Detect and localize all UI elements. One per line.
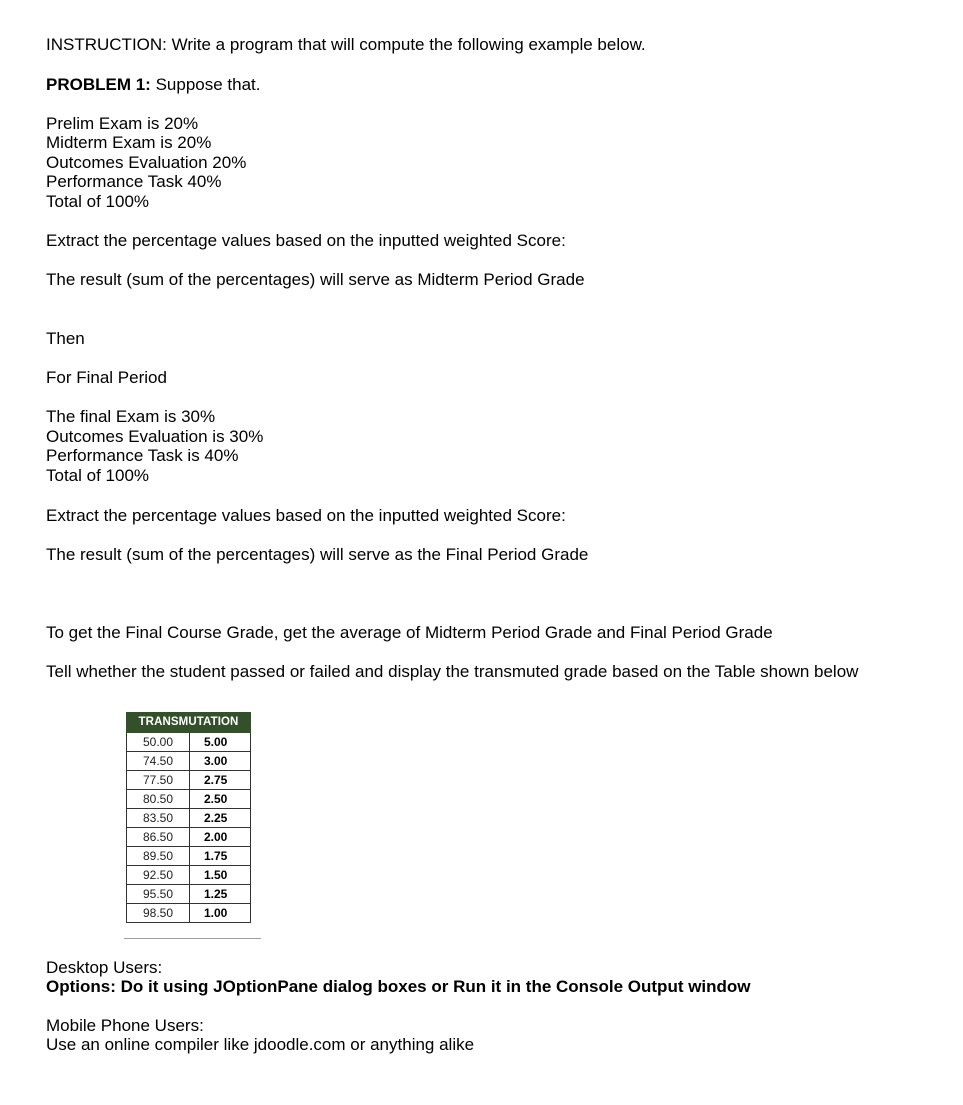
problem-heading — [46, 75, 260, 94]
midterm-item: Outcomes Evaluation 20% — [46, 153, 247, 172]
table-row — [127, 752, 251, 771]
problem-label: PROBLEM 1: — [46, 75, 151, 94]
table-row — [127, 904, 251, 923]
grade-cell: 2.75 — [190, 771, 251, 790]
grade-cell: 1.50 — [190, 866, 251, 885]
course-grade-text: To get the Final Course Grade, get the average of Midterm Period Grade and Final Period Grade — [46, 623, 773, 642]
grade-cell: 1.00 — [190, 904, 251, 923]
midterm-item: Midterm Exam is 20% — [46, 133, 212, 152]
score-cell: 98.50 — [127, 904, 190, 923]
mobile-label: Mobile Phone Users: — [46, 1016, 204, 1035]
problem-text: Suppose that. — [150, 75, 261, 94]
mobile-text: Use an online compiler like jdoodle.com or anything alike — [46, 1035, 475, 1054]
then-text: Then — [46, 329, 85, 348]
table-row — [127, 771, 251, 790]
desktop-options: Options: Do it using JOptionPane dialog boxes or Run it in the Console Output window — [46, 977, 751, 996]
score-cell: 86.50 — [127, 828, 190, 847]
result-text-2: The result (sum of the percentages) will serve as the Final Period Grade — [46, 545, 589, 564]
final-item: Total of 100% — [46, 466, 150, 485]
final-item: Outcomes Evaluation is 30% — [46, 427, 264, 446]
grade-cell: 3.00 — [190, 752, 251, 771]
transmutation-table — [126, 712, 251, 923]
table-row — [127, 847, 251, 866]
grade-cell: 2.25 — [190, 809, 251, 828]
result-text-1: The result (sum of the percentages) will serve as Midterm Period Grade — [46, 270, 585, 289]
final-item: Performance Task is 40% — [46, 446, 239, 465]
instruction-text: INSTRUCTION: Write a program that will compute the following example below. — [46, 35, 646, 54]
table-row — [127, 885, 251, 904]
grade-cell: 2.00 — [190, 828, 251, 847]
final-item: The final Exam is 30% — [46, 407, 216, 426]
grade-cell: 2.50 — [190, 790, 251, 809]
score-cell: 50.00 — [127, 733, 190, 752]
extract-text-1: Extract the percentage values based on the inputted weighted Score: — [46, 231, 566, 250]
table-row — [127, 733, 251, 752]
midterm-item: Total of 100% — [46, 192, 150, 211]
table-row — [127, 866, 251, 885]
score-cell: 80.50 — [127, 790, 190, 809]
midterm-item: Performance Task 40% — [46, 172, 222, 191]
pass-fail-text: Tell whether the student passed or failed and display the transmuted grade based on the Table shown below — [46, 662, 859, 681]
final-period-heading: For Final Period — [46, 368, 167, 387]
table-row — [127, 790, 251, 809]
table-row — [127, 828, 251, 847]
desktop-label: Desktop Users: — [46, 958, 163, 977]
score-cell: 83.50 — [127, 809, 190, 828]
table-row — [127, 809, 251, 828]
score-cell: 89.50 — [127, 847, 190, 866]
midterm-item: Prelim Exam is 20% — [46, 114, 199, 133]
score-cell: 95.50 — [127, 885, 190, 904]
table-divider — [124, 938, 261, 939]
grade-cell: 1.75 — [190, 847, 251, 866]
grade-cell: 5.00 — [190, 733, 251, 752]
extract-text-2: Extract the percentage values based on the inputted weighted Score: — [46, 506, 566, 525]
score-cell: 74.50 — [127, 752, 190, 771]
transmutation-header: TRANSMUTATION — [127, 713, 251, 733]
score-cell: 77.50 — [127, 771, 190, 790]
grade-cell: 1.25 — [190, 885, 251, 904]
score-cell: 92.50 — [127, 866, 190, 885]
